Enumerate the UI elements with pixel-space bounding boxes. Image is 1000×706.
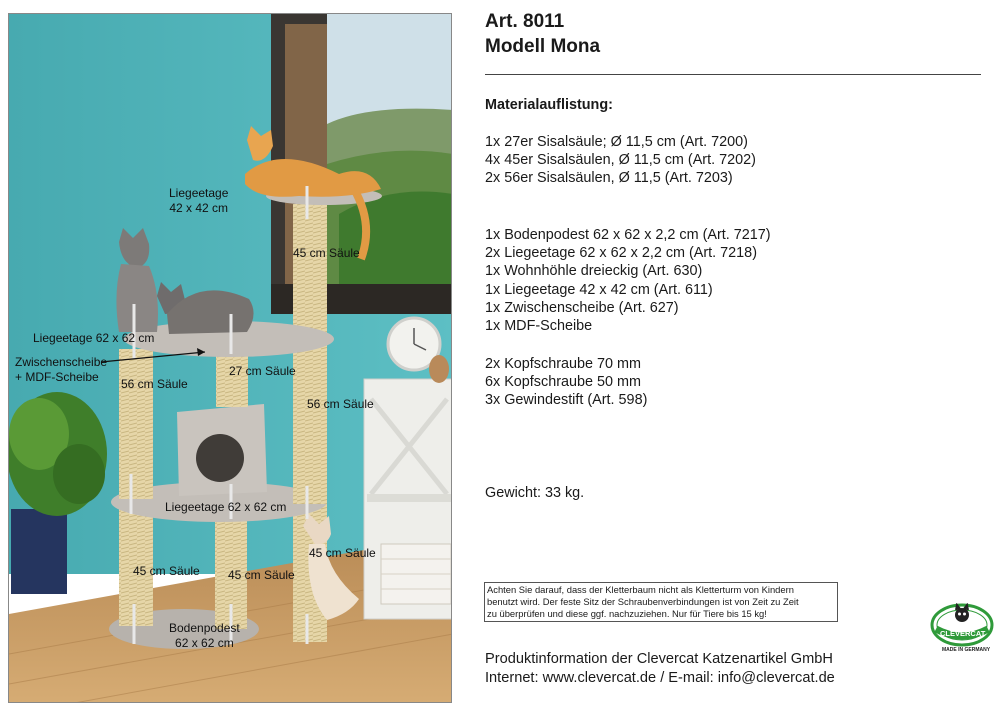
post-56-left (119, 349, 153, 499)
weight: Gewicht: 33 kg. (485, 485, 585, 501)
list-item: 1x Liegeetage 42 x 42 cm (Art. 611) (485, 281, 713, 298)
warning-line: Achten Sie darauf, dass der Kletterbaum nicht als Kletterturm von Kindern (487, 584, 794, 595)
list-item: 1x 27er Sisalsäule; Ø 11,5 cm (Art. 7200) (485, 134, 748, 150)
logo-brand-text: CLEVERCAT (940, 629, 986, 638)
warning-line: benutzt wird. Der feste Sitz der Schraubenverbindungen ist von Zeit zu Zeit (487, 596, 799, 607)
clevercat-logo-image (930, 603, 994, 653)
label-post-45-center: 45 cm Säule (228, 568, 295, 582)
label-post-45-top: 45 cm Säule (293, 246, 360, 260)
list-item: 1x Bodenpodest 62 x 62 x 2,2 cm (Art. 7217) (485, 227, 771, 243)
label-top-platform-name: Liegeetage (169, 186, 229, 200)
list-item: 2x Kopfschraube 70 mm (485, 356, 641, 372)
article-number: Art. 8011 (485, 11, 565, 32)
columns-list (485, 133, 756, 188)
list-item: 1x Zwischenscheibe (Art. 627) (485, 299, 679, 316)
list-item: 2x 56er Sisalsäulen, Ø 11,5 (Art. 7203) (485, 170, 733, 187)
screws-list (485, 355, 647, 410)
label-top-platform-size: 42 x 42 cm (169, 201, 229, 215)
product-photo (8, 13, 452, 703)
label-post-45-left: 45 cm Säule (133, 564, 200, 578)
label-top-platform (169, 186, 228, 216)
list-item: 1x Wohnhöhle dreieckig (Art. 630) (485, 263, 703, 280)
label-post-56-right: 56 cm Säule (307, 397, 374, 411)
clevercat-logo (930, 603, 994, 653)
list-item: 6x Kopfschraube 50 mm (485, 374, 641, 391)
warning-line: zu überprüfen und diese ggf. nachzuziehen. Nur für Tiere bis 15 kg! (487, 608, 767, 619)
label-base (169, 621, 240, 651)
list-item: 4x 45er Sisalsäulen, Ø 11,5 cm (Art. 7202) (485, 152, 756, 169)
post-27 (216, 352, 248, 407)
materials-heading: Materialauflistung: (485, 97, 613, 113)
list-item: 2x Liegeetage 62 x 62 x 2,2 cm (Art. 7218) (485, 245, 757, 262)
label-post-45-right: 45 cm Säule (309, 546, 376, 560)
plant-pot (11, 509, 67, 594)
list-item: 1x MDF-Scheibe (485, 317, 593, 334)
model-name: Modell Mona (485, 36, 601, 57)
label-spacer (15, 355, 107, 385)
label-lower-platform: Liegeetage 62 x 62 cm (165, 500, 287, 514)
label-upper-platform: Liegeetage 62 x 62 cm (33, 331, 155, 345)
footer-company: Produktinformation der Clevercat Katzenartikel GmbH (485, 651, 833, 667)
label-post-27: 27 cm Säule (229, 364, 296, 378)
divider (485, 74, 981, 75)
logo-tagline-text: MADE IN GERMANY (942, 647, 991, 653)
label-spacer-line2: + MDF-Scheibe (15, 370, 99, 384)
parts-list (485, 226, 771, 335)
warning-box (484, 582, 838, 622)
list-item: 3x Gewindestift (Art. 598) (485, 392, 648, 409)
footer-contact: Internet: www.clevercat.de / E-mail: info@clevercat.de (485, 670, 835, 686)
label-post-56-left: 56 cm Säule (121, 377, 188, 391)
label-base-name: Bodenpodest (169, 621, 240, 635)
label-base-size: 62 x 62 cm (175, 636, 234, 650)
label-spacer-line1: Zwischenscheibe (15, 355, 108, 369)
